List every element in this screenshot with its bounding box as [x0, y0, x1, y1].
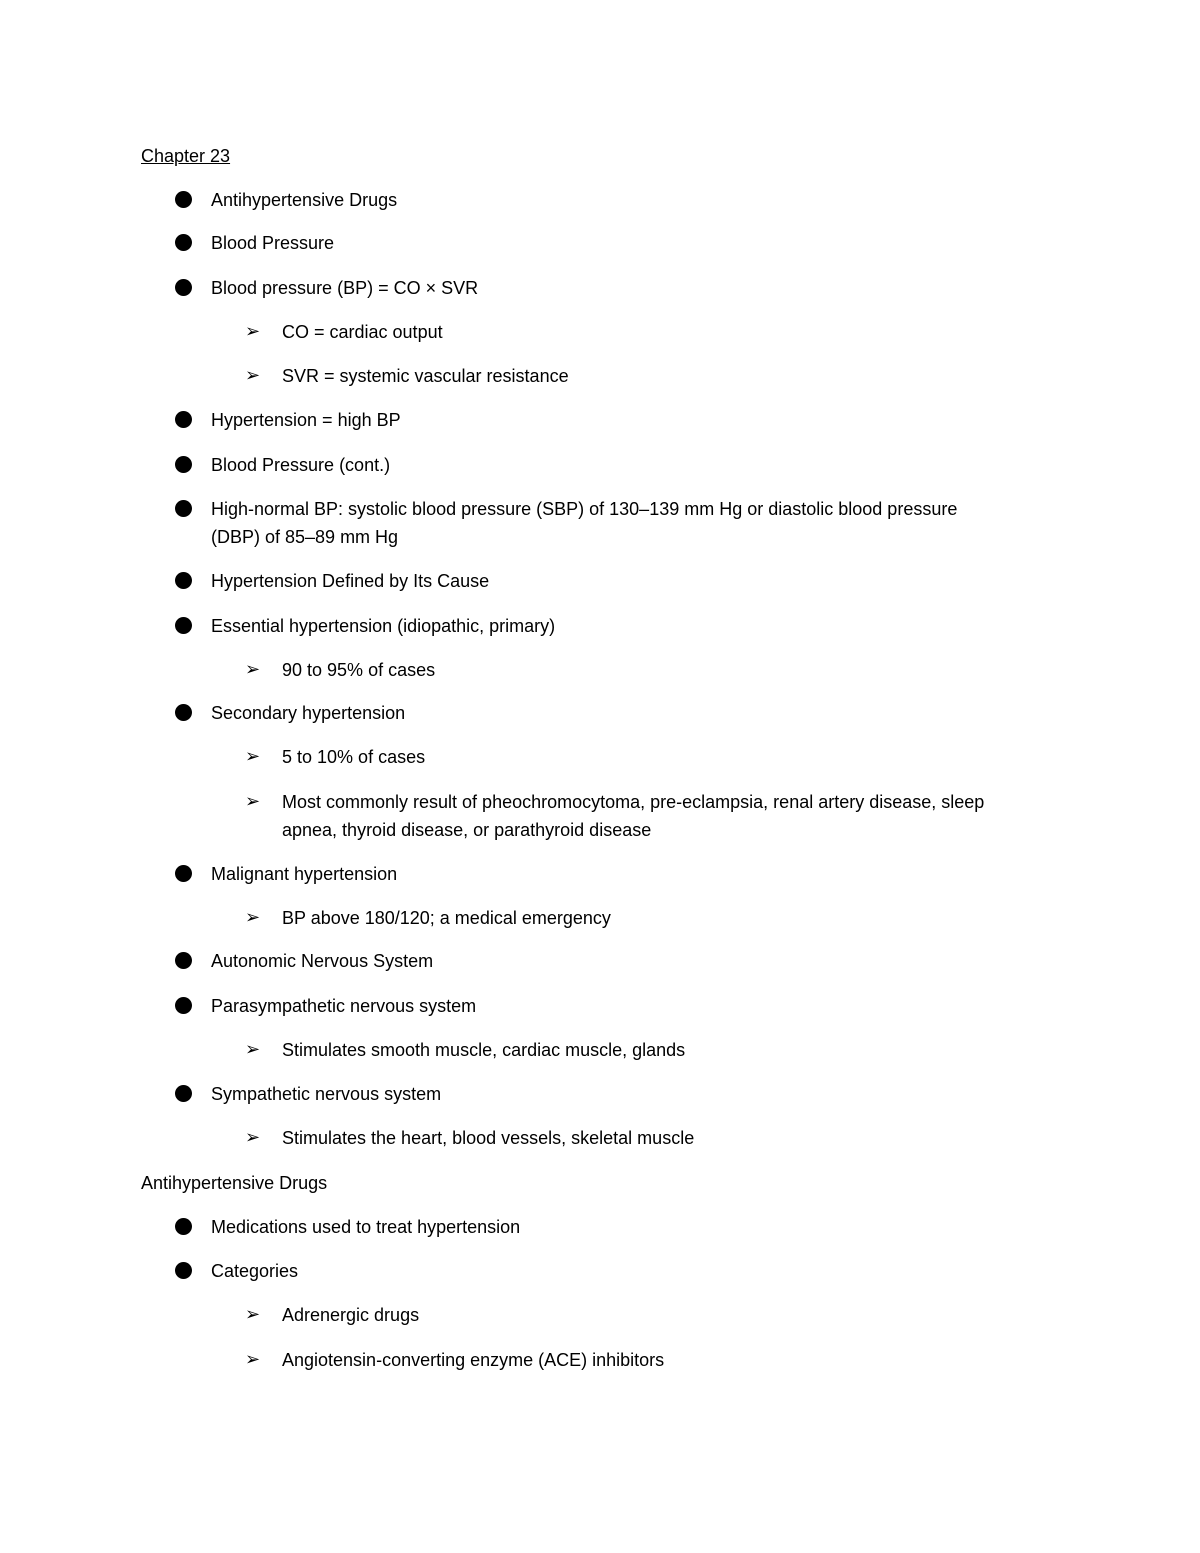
arrow-bullet-icon: ➢: [245, 1039, 261, 1059]
arrow-bullet-icon: ➢: [245, 907, 261, 927]
list-item: Sympathetic nervous system: [211, 1084, 442, 1104]
list-item: Categories: [211, 1261, 299, 1281]
arrow-bullet-icon: ➢: [245, 1349, 261, 1369]
arrow-bullet-icon: ➢: [245, 659, 261, 679]
bullet-icon: [175, 952, 192, 969]
sub-list-item: BP above 180/120; a medical emergency: [282, 908, 611, 928]
list-item-continuation: (DBP) of 85–89 mm Hg: [211, 527, 399, 547]
bullet-icon: [175, 191, 192, 208]
list-item: Autonomic Nervous System: [211, 951, 434, 971]
list-item: Blood pressure (BP) = CO × SVR: [211, 278, 479, 298]
list-item: Blood Pressure: [211, 233, 335, 253]
bullet-icon: [175, 456, 192, 473]
arrow-bullet-icon: ➢: [245, 746, 261, 766]
bullet-icon: [175, 1218, 192, 1235]
sub-list-item: CO = cardiac output: [282, 322, 443, 342]
list-item: Hypertension Defined by Its Cause: [211, 571, 490, 591]
bullet-icon: [175, 617, 192, 634]
arrow-bullet-icon: ➢: [245, 365, 261, 385]
sub-list-item: 5 to 10% of cases: [282, 747, 426, 767]
sub-list-item: Stimulates the heart, blood vessels, skeletal muscle: [282, 1128, 695, 1148]
sub-list-item-continuation: apnea, thyroid disease, or parathyroid disease: [282, 820, 652, 840]
sub-list-item: Adrenergic drugs: [282, 1305, 420, 1325]
arrow-bullet-icon: ➢: [245, 321, 261, 341]
list-item: Malignant hypertension: [211, 864, 398, 884]
bullet-icon: [175, 865, 192, 882]
sub-list-item: SVR = systemic vascular resistance: [282, 366, 569, 386]
bullet-icon: [175, 500, 192, 517]
list-item: Parasympathetic nervous system: [211, 996, 477, 1016]
sub-list-item: Most commonly result of pheochromocytoma, pre-eclampsia, renal artery disease, sleep: [282, 792, 985, 812]
list-item: Essential hypertension (idiopathic, primary): [211, 616, 556, 636]
section-title: Antihypertensive Drugs: [141, 1173, 328, 1193]
bullet-icon: [175, 411, 192, 428]
bullet-icon: [175, 1262, 192, 1279]
bullet-icon: [175, 1085, 192, 1102]
list-item: Blood Pressure (cont.): [211, 455, 391, 475]
sub-list-item: 90 to 95% of cases: [282, 660, 436, 680]
bullet-icon: [175, 572, 192, 589]
bullet-icon: [175, 997, 192, 1014]
list-item: Medications used to treat hypertension: [211, 1217, 521, 1237]
bullet-icon: [175, 704, 192, 721]
chapter-title: Chapter 23: [141, 146, 231, 166]
arrow-bullet-icon: ➢: [245, 1304, 261, 1324]
list-item: Antihypertensive Drugs: [211, 190, 398, 210]
bullet-icon: [175, 279, 192, 296]
arrow-bullet-icon: ➢: [245, 791, 261, 811]
list-item: Secondary hypertension: [211, 703, 406, 723]
bullet-icon: [175, 234, 192, 251]
list-item: High-normal BP: systolic blood pressure (SBP) of 130–139 mm Hg or diastolic blood pressure: [211, 499, 958, 519]
sub-list-item: Angiotensin-converting enzyme (ACE) inhibitors: [282, 1350, 665, 1370]
arrow-bullet-icon: ➢: [245, 1127, 261, 1147]
list-item: Hypertension = high BP: [211, 410, 401, 430]
sub-list-item: Stimulates smooth muscle, cardiac muscle, glands: [282, 1040, 686, 1060]
